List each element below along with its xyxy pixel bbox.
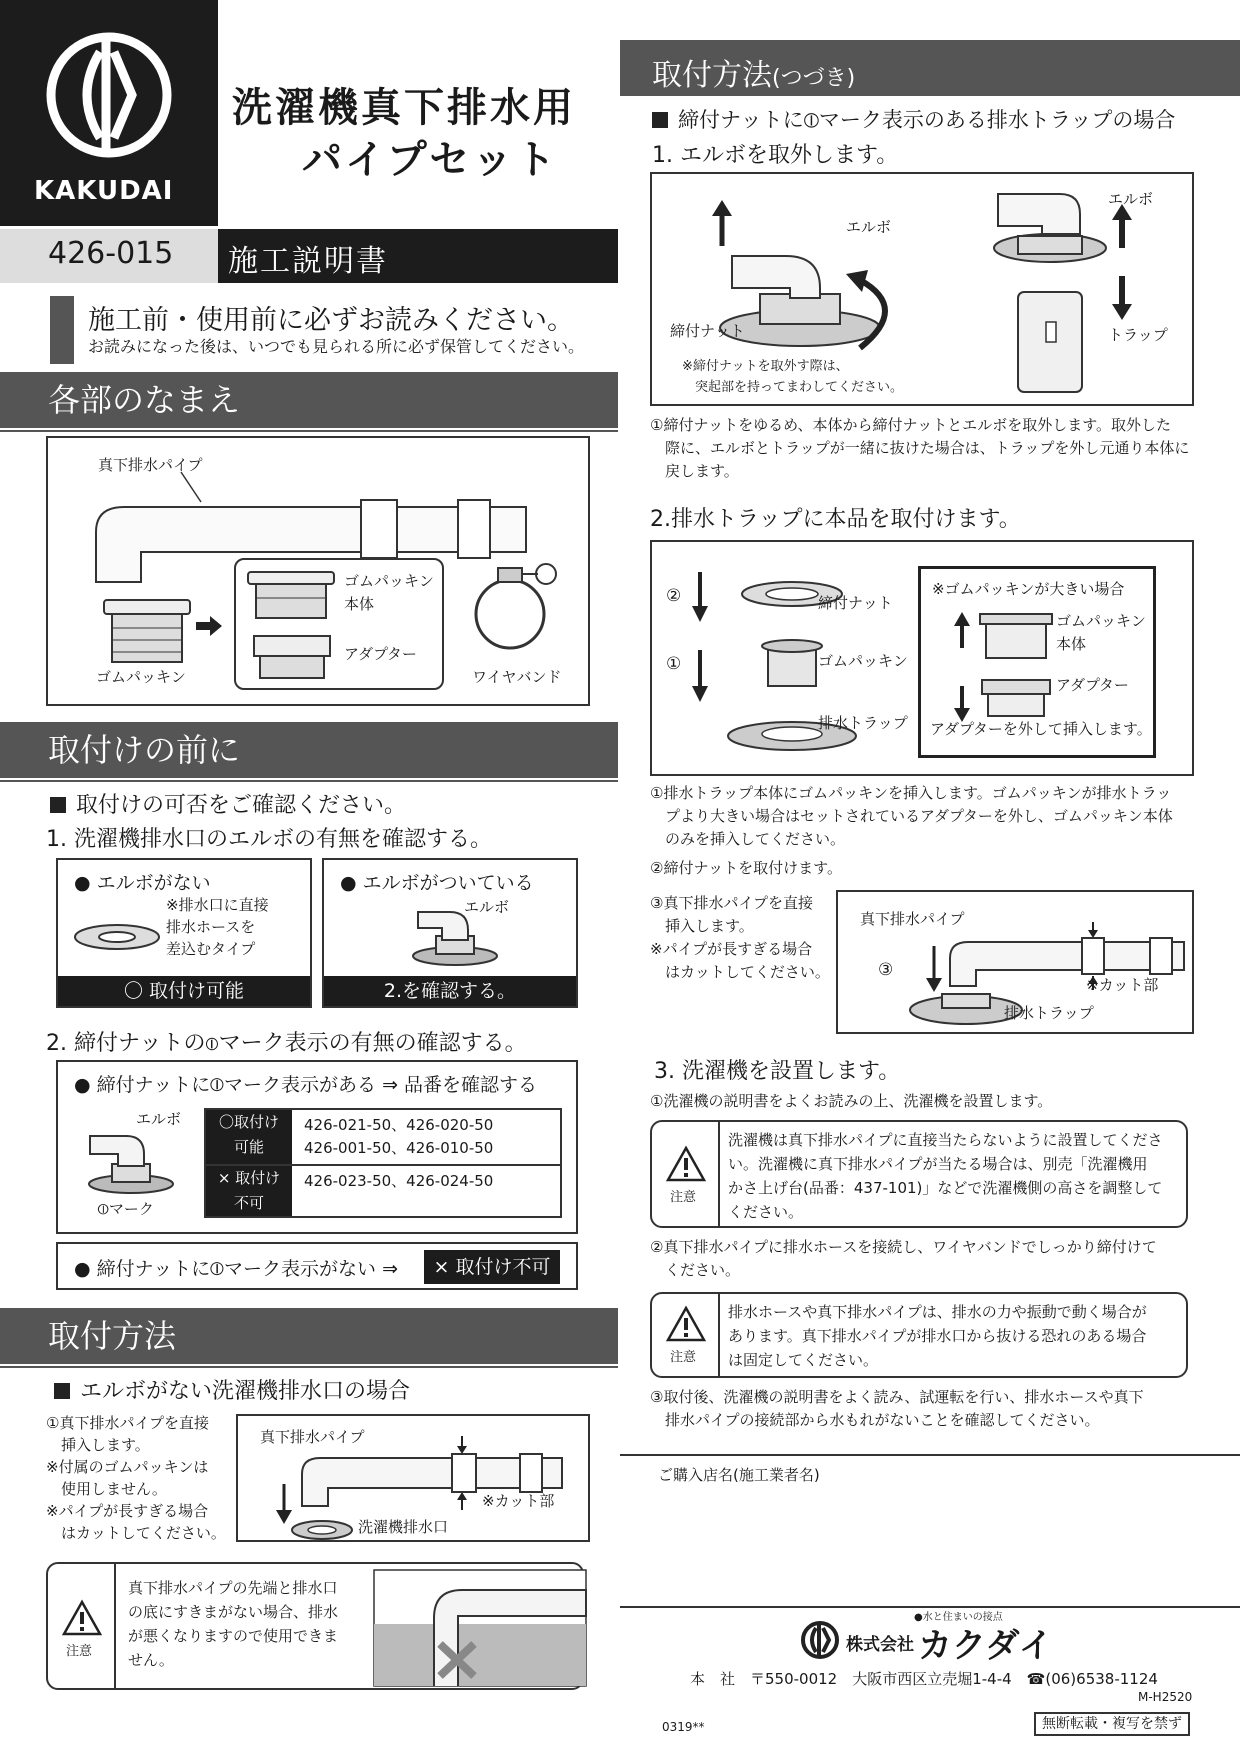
- fig2-box-note: アダプターを外して挿入します。: [930, 720, 1152, 738]
- kakudai-mark-icon: ⦶: [803, 108, 819, 132]
- company-mark-icon: [800, 1620, 840, 1660]
- fig1-elbow2-label: エルボ: [1108, 190, 1154, 208]
- kakudai-logo-icon: [44, 30, 174, 160]
- fig-outlet-label: 洗濯機排水口: [358, 1518, 449, 1536]
- company-prefix: 株式会社: [846, 1635, 914, 1655]
- kakudai-mark-icon: ⦶: [210, 1258, 225, 1280]
- copyright-box: 無断転載・複写を禁ず: [1034, 1712, 1190, 1736]
- company-name: カクダイ: [918, 1626, 1053, 1666]
- packing-split-drawing: [976, 612, 1056, 722]
- bad-fit-drawing: [374, 1570, 586, 1686]
- fig-attach: [650, 540, 1194, 776]
- fig-pipe-insert: [836, 890, 1194, 1034]
- caution-left-text: 真下排水パイプの先端と排水口 の底にすきまがない場合、排水 が悪くなりますので使用できま せん。: [128, 1579, 339, 1669]
- product-code: 426-015: [48, 236, 174, 271]
- part-packing-label: ゴムパッキン: [96, 668, 186, 686]
- fig2-packing-label: ゴムパッキン: [818, 652, 908, 670]
- caution-divider: [114, 1564, 116, 1688]
- install-left-figure: [236, 1414, 590, 1542]
- fig3-pipe-label: 真下排水パイプ: [860, 910, 965, 928]
- caution-divider: [718, 1294, 720, 1376]
- fig1-note: ※締付ナットを取外す際は、 突起部を持ってまわしてください。: [682, 359, 904, 395]
- arrow-right-icon: [196, 616, 222, 636]
- square-bullet-icon: [50, 797, 66, 813]
- no-mark-text: ● 締付ナットに⦶マーク表示がない ⇒: [74, 1258, 399, 1280]
- logo-text: KAKUDAI: [34, 176, 174, 206]
- section-install: 取付方法: [0, 1308, 618, 1364]
- fig3-cut-label: ※カット部: [1086, 976, 1159, 994]
- notice-main: 施工前・使用前に必ずお読みください。: [88, 305, 574, 336]
- install-right-step1: 1. エルボを取外します。: [652, 143, 899, 168]
- before-step2: 2. 締付ナットの⦶マーク表示の有無の確認する。: [46, 1031, 527, 1056]
- install-right-text1: ①締付ナットをゆるめ、本体から締付ナットとエルボを取外します。取外した 際に、エルボとトラップが一緒に抜けた場合は、トラップを外し元通り本体に 戻します。: [650, 416, 1190, 480]
- warning-icon: [62, 1600, 102, 1636]
- caution-right-2-label: 注意: [670, 1350, 697, 1365]
- caution-right-1: [650, 1120, 1188, 1228]
- kakudai-mark-icon: ⦶: [98, 1200, 109, 1218]
- no-mark-box: [56, 1242, 578, 1290]
- fig2-box-adapter: アダプター: [1056, 676, 1129, 694]
- footer-rule-top: [620, 1454, 1240, 1456]
- warning-icon: [666, 1146, 706, 1182]
- packing-drawing: [102, 596, 192, 666]
- fig2-box-title: ※ゴムパッキンが大きい場合: [932, 580, 1125, 598]
- notice-sub: お読みになった後は、いつでも見られる所に必ず保管してください。: [88, 337, 585, 356]
- fig2-trap-label: 排水トラップ: [818, 714, 908, 732]
- kakudai-mark-icon: ⦶: [210, 1074, 225, 1096]
- install-right-text4: ①洗濯機の説明書をよくお読みの上、洗濯機を設置します。: [650, 1092, 1053, 1110]
- section-install-cont: 取付方法(つづき): [652, 58, 856, 93]
- caution-left: [46, 1562, 584, 1690]
- drain-outlet-drawing: [72, 922, 162, 952]
- no-mark-result: × 取付け不可: [424, 1250, 560, 1284]
- case-with-elbow: [322, 858, 578, 1008]
- footer-tagline: ●水と住まいの接点: [914, 1612, 1003, 1623]
- case-b-result: 2.を確認する。: [324, 976, 576, 1006]
- ng-codes: 426-023-50、426-024-50: [304, 1172, 494, 1190]
- install-left-text: ①真下排水パイプを直接 挿入します。 ※付属のゴムパッキンは 使用しません。 ※パイプが長すぎる場合 はカットしてください。: [46, 1414, 226, 1542]
- case-b-title: ● エルボがついている: [340, 872, 534, 894]
- square-bullet-icon: [54, 1383, 70, 1399]
- part-band-label: ワイヤバンド: [472, 668, 562, 686]
- part-adapter-label: アダプター: [344, 645, 417, 663]
- square-bullet-icon: [652, 112, 668, 128]
- fig2-nut-label: 締付ナット: [818, 594, 893, 612]
- fig1-trap-label: トラップ: [1108, 326, 1168, 344]
- title-line2: パイプセット: [302, 137, 559, 183]
- fig-mark-label: ⦶マーク: [98, 1200, 154, 1218]
- adapter-drawing: [252, 634, 332, 680]
- ok-codes: 426-021-50、426-020-50 426-001-50、426-010-50: [304, 1116, 494, 1157]
- install-right-step3: 3. 洗濯機を設置します。: [654, 1059, 901, 1084]
- fig2-circle1: ①: [666, 654, 682, 674]
- case-a-note: ※排水口に直接 排水ホースを 差込むタイプ: [166, 896, 269, 958]
- section-parts: 各部のなまえ: [0, 372, 618, 428]
- fig2-box-body: ゴムパッキン 本体: [1056, 612, 1146, 653]
- with-mark-title: ● 締付ナットに⦶マーク表示がある ⇒ 品番を確認する: [74, 1074, 538, 1096]
- caution-divider: [718, 1122, 720, 1226]
- fig1-nut-label: 締付ナット: [670, 322, 745, 340]
- code-table: [204, 1108, 562, 1218]
- warning-icon: [666, 1306, 706, 1342]
- caution-right-2-text: 排水ホースや真下排水パイプは、排水の力や振動で動く場合が あります。真下排水パイプが排水口から抜ける恐れのある場合 は固定してください。: [728, 1303, 1147, 1369]
- parts-figure: [46, 436, 590, 706]
- install-right-text2: ①排水トラップ本体にゴムパッキンを挿入します。ゴムパッキンが排水トラッ プより大きい場合はセットされているアダプターを外し、ゴムパッキン本体 のみを挿入してください。 ②締付ナットを取付けます。: [650, 784, 1173, 877]
- before-step1: 1. 洗濯機排水口のエルボの有無を確認する。: [46, 827, 492, 852]
- arrow-down-icon: [1112, 276, 1132, 320]
- fig3-circle3: ③: [878, 960, 894, 980]
- notice-bar: [50, 296, 74, 364]
- caution-right-1-text: 洗濯機は真下排水パイプに直接当たらないように設置してくださ い。洗濯機に真下排水パイプが当たる場合は、別売「洗濯機用 かさ上げ台(品番：437-101)」などで洗濯機側の高さを調整して ください。: [728, 1131, 1163, 1221]
- section-before: 取付けの前に: [0, 722, 618, 778]
- logo-block: [0, 0, 218, 226]
- shop-name-label: ご購入店名(施工業者名): [658, 1466, 820, 1484]
- arrow-updown-icon: [954, 612, 970, 722]
- fig-cut-label: ※カット部: [482, 1492, 555, 1510]
- nut-elbow-drawing: [86, 1126, 176, 1196]
- before-sub: 取付けの可否をご確認ください。: [50, 788, 406, 819]
- doc-code: M-H2520: [1138, 1690, 1193, 1704]
- fig-remove-elbow: [650, 172, 1194, 406]
- doc-type: 施工説明書: [228, 244, 388, 279]
- install-right-text6: ③取付後、洗濯機の説明書をよく読み、試運転を行い、排水ホースや真下 排水パイプの接続部から水もれがないことを確認してください。: [650, 1388, 1144, 1429]
- packing-body-drawing: [246, 570, 336, 620]
- case-b-elbow-label: エルボ: [464, 898, 510, 916]
- case-a-title: ● エルボがない: [74, 872, 211, 894]
- fig2-circle2: ②: [666, 586, 682, 606]
- kakudai-mark-icon: ⦶: [205, 1034, 219, 1055]
- company-address: 本 社 〒550-0012 大阪市西区立売堀1-4-4 ☎(06)6538-1124: [690, 1670, 1158, 1688]
- fig1-elbow-label: エルボ: [846, 218, 892, 236]
- wire-band-drawing: [468, 558, 564, 654]
- case-no-elbow: [56, 858, 312, 1008]
- caution-right-2: [650, 1292, 1188, 1378]
- fig-pipe-label: 真下排水パイプ: [260, 1428, 365, 1446]
- case-a-result: 〇 取付け可能: [58, 976, 310, 1006]
- ng-label-cell: × 取付け 不可: [206, 1166, 292, 1216]
- part-pipe-label: 真下排水パイプ: [98, 456, 203, 474]
- install-right-text5: ②真下排水パイプに排水ホースを接続し、ワイヤバンドでしっかり締付けて ください。: [650, 1238, 1157, 1279]
- fig-elbow-label: エルボ: [136, 1110, 182, 1128]
- doc-date: 0319**: [662, 1720, 705, 1734]
- caution-right-1-label: 注意: [670, 1190, 697, 1205]
- caution-left-label: 注意: [66, 1644, 93, 1659]
- install-left-sub: エルボがない洗濯機排水口の場合: [54, 1374, 410, 1405]
- mark-check-box: [56, 1060, 578, 1234]
- install-right-text3: ③真下排水パイプを直接 挿入します。 ※パイプが長すぎる場合 はカットしてください。: [650, 894, 830, 981]
- title-line1: 洗濯機真下排水用: [232, 85, 576, 131]
- elbow-trap-drawing: [988, 182, 1128, 402]
- install-right-sub: 締付ナットに⦶マーク表示のある排水トラップの場合: [652, 104, 1175, 134]
- install-right-step2: 2.排水トラップに本品を取付けます。: [650, 507, 1021, 532]
- fig3-trap-label: 排水トラップ: [1004, 1004, 1094, 1022]
- part-packing-body-label: ゴムパッキン 本体: [344, 572, 434, 613]
- ok-label-cell: 〇取付け 可能: [206, 1110, 292, 1164]
